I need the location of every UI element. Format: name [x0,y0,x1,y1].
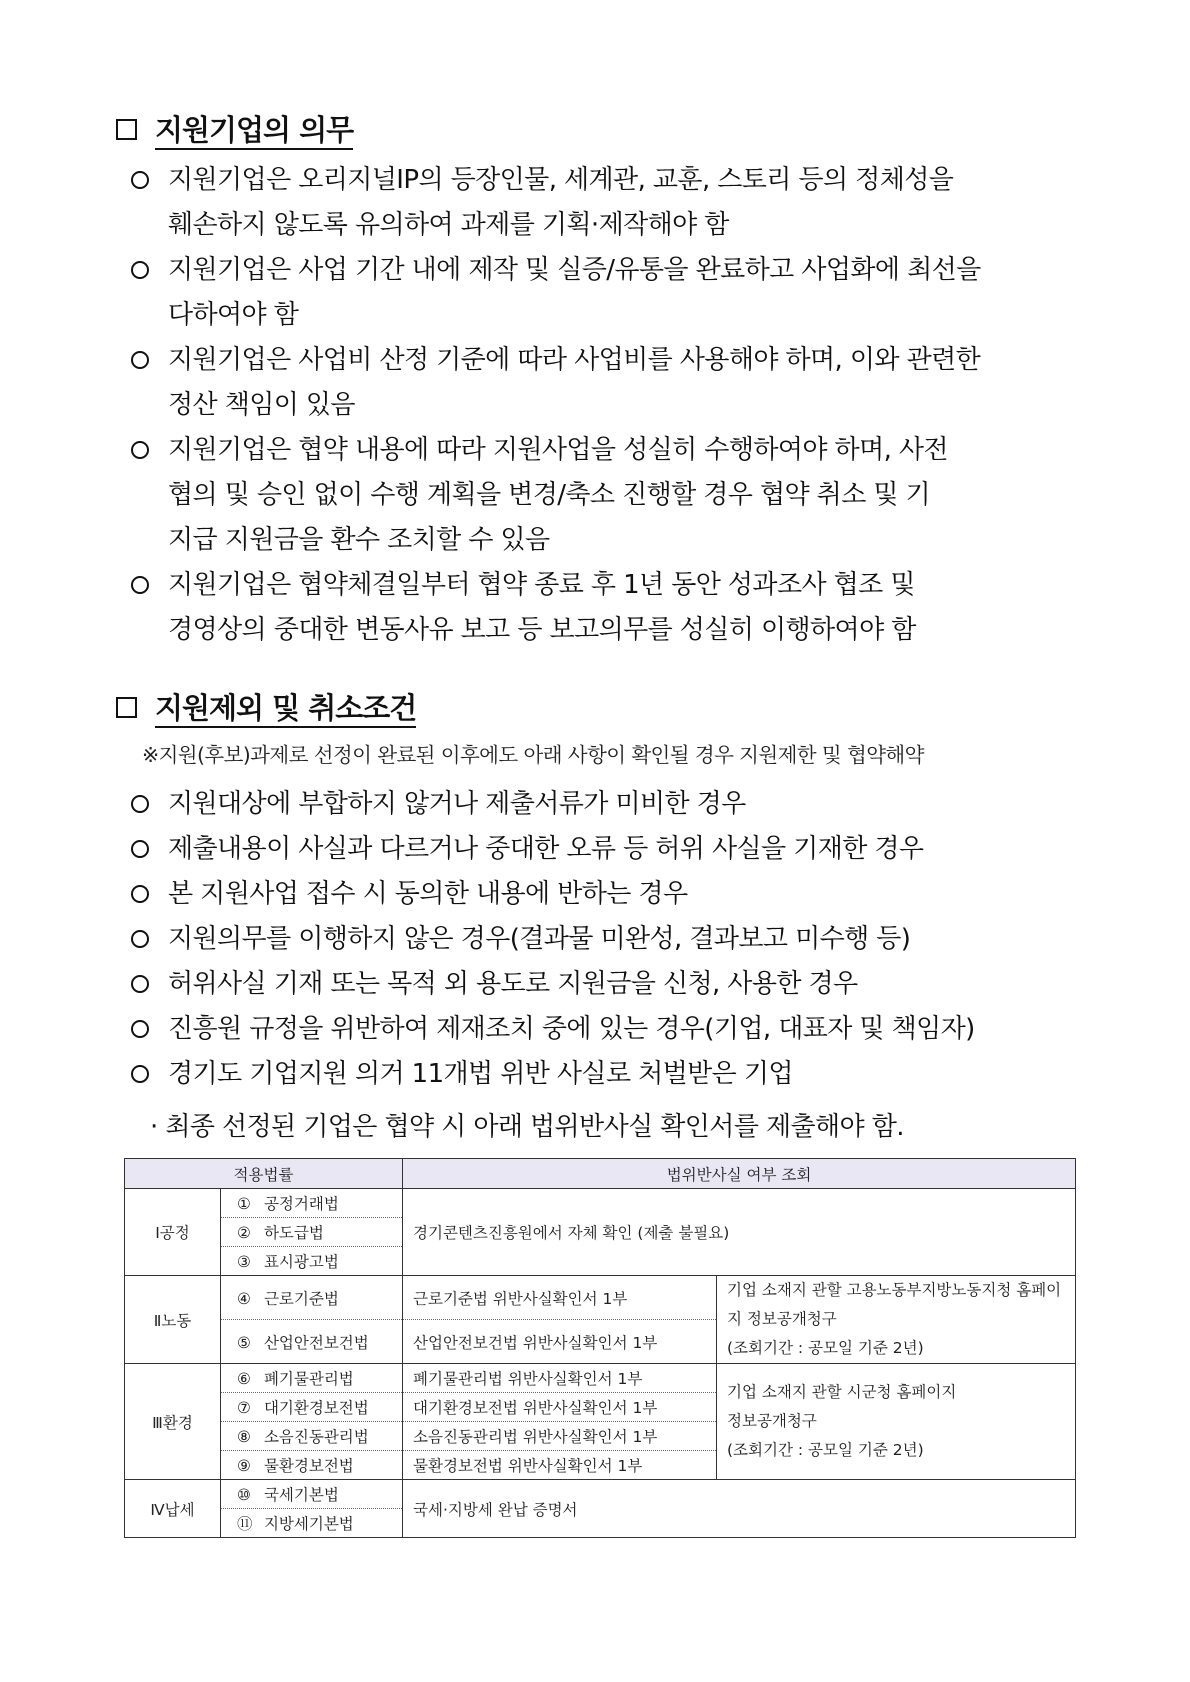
circle-bullet-icon [131,1065,149,1083]
law-cell: ⑥ 폐기물관리법 [221,1364,403,1393]
checkbox-square-icon [116,697,137,718]
table-row [125,1189,1076,1218]
circle-bullet-icon [131,576,149,594]
doc-cell: 산업안전보건법 위반사실확인서 1부 [403,1320,717,1364]
checkbox-square-icon [116,119,137,140]
table-header-row [125,1159,1076,1189]
check-cell: 경기콘텐츠진흥원에서 자체 확인 (제출 불필요) [403,1189,1076,1276]
list-item: 허위사실 기재 또는 목적 외 용도로 지원금을 신청, 사용한 경우 [130,962,1110,1007]
table-header: 적용법률 [125,1159,403,1189]
circle-bullet-icon [131,885,149,903]
law-cell: ④ 근로기준법 [221,1276,403,1320]
law-cell: ⑧ 소음진동관리법 [221,1422,403,1451]
list-item: 지원기업은 협약 내용에 따라 지원사업을 성실히 수행하여야 하며, 사전 협의 및 승인 없이 수행 계획을 변경/축소 진행할 경우 협약 취소 및 기 지급 지원금을 환수 조치할 수 있음 [130,428,1110,563]
law-violation-table [124,1158,1076,1538]
law-cell: ⑨ 물환경보전법 [221,1451,403,1480]
category-cell: Ⅰ공정 [125,1189,221,1276]
section-title-obligations: 지원기업의 의무 [116,108,353,149]
law-cell: ① 공정거래법 [221,1189,403,1218]
section-note: ※지원(후보)과제로 선정이 완료된 이후에도 아래 사항이 확인될 경우 지원제한 및 협약해약 [142,743,924,767]
table-row [125,1364,1076,1393]
category-cell: Ⅳ납세 [125,1480,221,1538]
law-cell: ② 하도급법 [221,1218,403,1247]
where-cell: 기업 소재지 관할 시군청 홈페이지 정보공개청구 (조회기간 : 공모일 기준 2년) [717,1364,1076,1480]
circle-bullet-icon [131,441,149,459]
doc-cell: 근로기준법 위반사실확인서 1부 [403,1276,717,1320]
law-cell: ⑤ 산업안전보건법 [221,1320,403,1364]
obligations-list [130,158,1110,653]
circle-bullet-icon [131,1020,149,1038]
list-item: 경기도 기업지원 의거 11개법 위반 사실로 처벌받은 기업 [130,1052,1110,1097]
law-cell: ⑩ 국세기본법 [221,1480,403,1509]
section-title-exclusion: 지원제외 및 취소조건 [116,686,416,727]
list-item: 지원의무를 이행하지 않은 경우(결과물 미완성, 결과보고 미수행 등) [130,917,1110,962]
category-cell: Ⅱ노동 [125,1276,221,1364]
doc-cell: 대기환경보전법 위반사실확인서 1부 [403,1393,717,1422]
list-item: 본 지원사업 접수 시 동의한 내용에 반하는 경우 [130,872,1110,917]
table-header: 법위반사실 여부 조회 [403,1159,1076,1189]
list-item: 지원기업은 사업 기간 내에 제작 및 실증/유통을 완료하고 사업화에 최선을 다하여야 함 [130,248,1110,338]
law-cell: ⑦ 대기환경보전법 [221,1393,403,1422]
doc-cell: 폐기물관리법 위반사실확인서 1부 [403,1364,717,1393]
exclusion-list [130,782,1110,1097]
circle-bullet-icon [131,795,149,813]
list-item: 지원대상에 부합하지 않거나 제출서류가 미비한 경우 [130,782,1110,827]
circle-bullet-icon [131,351,149,369]
check-cell: 국세·지방세 완납 증명서 [403,1480,1076,1538]
doc-cell: 물환경보전법 위반사실확인서 1부 [403,1451,717,1480]
where-cell: 기업 소재지 관할 고용노동부지방노동지청 홈페이 지 정보공개청구 (조회기간 : 공모일 기준 2년) [717,1276,1076,1364]
circle-bullet-icon [131,975,149,993]
circle-bullet-icon [131,261,149,279]
category-cell: Ⅲ환경 [125,1364,221,1480]
circle-bullet-icon [131,171,149,189]
circle-bullet-icon [131,840,149,858]
law-cell: ③ 표시광고법 [221,1247,403,1276]
submission-note: · 최종 선정된 기업은 협약 시 아래 법위반사실 확인서를 제출해야 함. [150,1112,904,1142]
law-cell: ⑪ 지방세기본법 [221,1509,403,1538]
table-row [125,1480,1076,1509]
list-item: 지원기업은 사업비 산정 기준에 따라 사업비를 사용해야 하며, 이와 관련한 정산 책임이 있음 [130,338,1110,428]
list-item: 제출내용이 사실과 다르거나 중대한 오류 등 허위 사실을 기재한 경우 [130,827,1110,872]
list-item: 지원기업은 협약체결일부터 협약 종료 후 1년 동안 성과조사 협조 및 경영상의 중대한 변동사유 보고 등 보고의무를 성실히 이행하여야 함 [130,563,1110,653]
list-item: 지원기업은 오리지널IP의 등장인물, 세계관, 교훈, 스토리 등의 정체성을 훼손하지 않도록 유의하여 과제를 기획·제작해야 함 [130,158,1110,248]
doc-cell: 소음진동관리법 위반사실확인서 1부 [403,1422,717,1451]
circle-bullet-icon [131,930,149,948]
table-row [125,1276,1076,1320]
list-item: 진흥원 규정을 위반하여 제재조치 중에 있는 경우(기업, 대표자 및 책임자) [130,1007,1110,1052]
